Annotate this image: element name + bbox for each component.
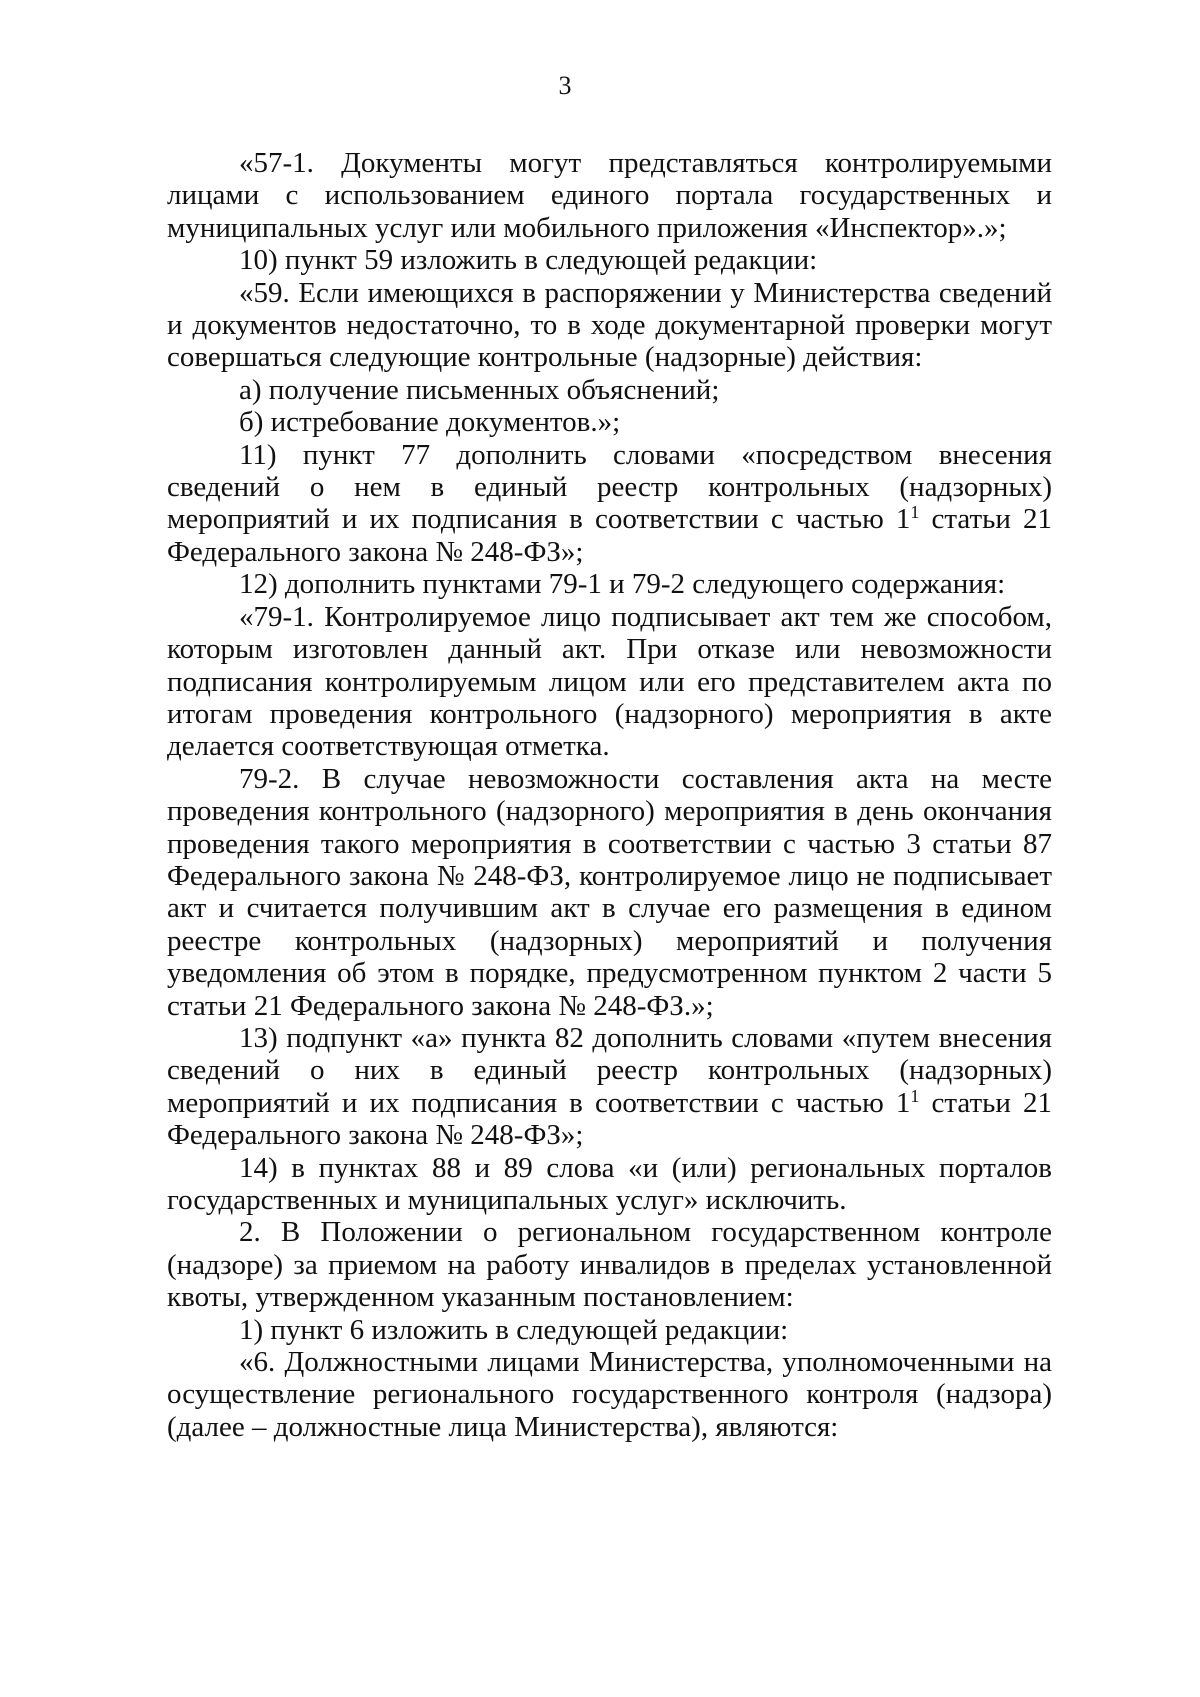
paragraph-item-13 bbox=[167, 1022, 1052, 1152]
paragraph-item-14: 14) в пунктах 88 и 89 слова «и (или) региональных порталов государственных и муниципальных услуг» исключить. bbox=[167, 1151, 1052, 1216]
superscript: 1 bbox=[910, 1085, 920, 1106]
paragraph-section-2: 2. В Положении о региональном государственном контроле (надзоре) за приемом на работу инвалидов в пределах установленной квоты, утвержденном указанным постановлением: bbox=[167, 1216, 1052, 1314]
paragraph-item-11-text-b: статьи 21 Федерального закона № 248-ФЗ»; bbox=[167, 503, 1052, 568]
page-number: 3 bbox=[558, 71, 572, 100]
paragraph-item-13-text-b: статьи 21 Федерального закона № 248-ФЗ»; bbox=[167, 1086, 1052, 1152]
paragraph-item-12: 12) дополнить пунктами 79-1 и 79-2 следующего содержания: bbox=[239, 568, 1006, 601]
paragraph-section-2-item-1: 1) пункт 6 изложить в следующей редакции: bbox=[239, 1313, 789, 1346]
paragraph-item-11 bbox=[167, 439, 1052, 569]
paragraph-57-1: «57-1. Документы могут представляться контролируемыми лицами с использованием единого портала государственных и муниципальных услуг или мобильного приложения «Инспектор».»; bbox=[167, 147, 1052, 244]
paragraph-6: «6. Должностными лицами Министерства, уполномоченными на осуществление регионального государственного контроля (надзора) (далее – должностные лица Министерства), являются: bbox=[167, 1346, 1052, 1443]
paragraph-59-a: а) получение письменных объяснений; bbox=[239, 373, 720, 406]
superscript: 1 bbox=[910, 502, 920, 523]
paragraph-item-11-text-a: 11) пункт 77 дополнить словами «посредством внесения сведений о нем в единый реестр контрольных (надзорных) мероприятий и их подписания в соответствии с частью 1 bbox=[167, 438, 1052, 536]
document-body bbox=[167, 147, 1052, 1443]
paragraph-item-10: 10) пункт 59 изложить в следующей редакции: bbox=[239, 244, 818, 277]
paragraph-59: «59. Если имеющихся в распоряжении у Министерства сведений и документов недостаточно, то в ходе документарной проверки могут совершаться следующие контрольные (надзорные) действия: bbox=[167, 276, 1052, 374]
paragraph-item-13-text-a: 13) подпункт «а» пункта 82 дополнить словами «путем внесения сведений о них в единый реестр контрольных (надзорных) мероприятий и их подписания в соответствии с частью 1 bbox=[167, 1021, 1052, 1119]
paragraph-59-b: б) истребование документов.»; bbox=[239, 406, 621, 439]
paragraph-79-1: «79-1. Контролируемое лицо подписывает акт тем же способом, которым изготовлен данный акт. При отказе или невозможности подписания контролируемым лицом или его представителем акта по итогам проведения контрольного (надзорного) мероприятия в акте делается соответствующая отметка. bbox=[167, 600, 1052, 763]
paragraph-79-2: 79-2. В случае невозможности составления акта на месте проведения контрольного (надзорного) мероприятия в день окончания проведения такого мероприятия в соответствии с частью 3 статьи 87 Федерального закона № 248-ФЗ, контролируемое лицо не подписывает акт и считается получившим акт в случае его размещения в едином реестре контрольных (надзорных) мероприятий и получения уведомления об этом в порядке, предусмотренном пунктом 2 части 5 статьи 21 Федерального закона № 248-ФЗ.»; bbox=[167, 762, 1052, 1022]
